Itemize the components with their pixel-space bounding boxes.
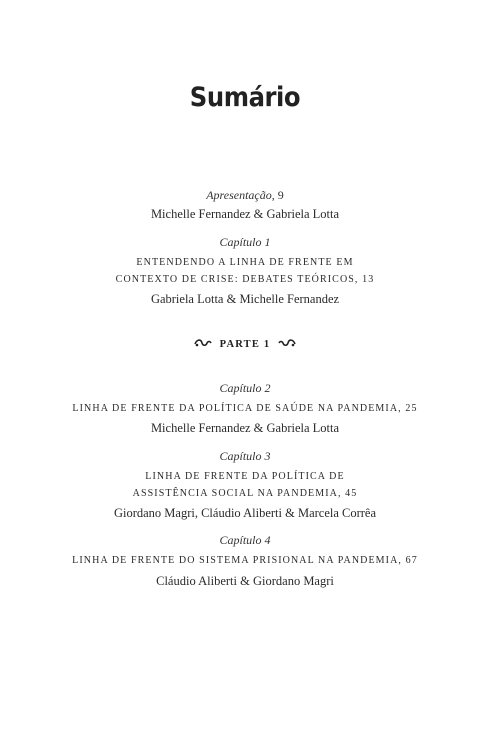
chapter-2-title-line-1: LINHA DE FRENTE DA POLÍTICA DE SAÚDE NA PANDEMIA, 25 [72,403,418,414]
part-1-heading: PARTE 1 [0,338,490,350]
chapter-2-authors: Michelle Fernandez & Gabriela Lotta [150,421,340,435]
chapter-3-title-line-1: LINHA DE FRENTE DA POLÍTICA DE [145,471,345,482]
chapter-4-label: Capítulo 4 [219,533,271,547]
page-title: Sumário [189,82,301,113]
presentation-authors: Michelle Fernandez & Gabriela Lotta [150,207,340,221]
chapter-1-title-line-2: CONTEXTO DE CRISE: DEBATES TEÓRICOS, 13 [115,274,375,285]
chapter-1-title-line-1: ENTENDENDO A LINHA DE FRENTE EM [136,257,354,268]
chapter-3-label: Capítulo 3 [219,449,271,463]
chapter-3-authors: Giordano Magri, Cláudio Aliberti & Marcela Corrêa [113,506,377,520]
chapter-1-label: Capítulo 1 [219,235,271,249]
chapter-4-authors: Cláudio Aliberti & Giordano Magri [156,574,334,588]
fleuron-right-icon [278,338,296,348]
chapter-2-label: Capítulo 2 [219,381,271,395]
chapter-3-title-line-2: ASSISTÊNCIA SOCIAL NA PANDEMIA, 45 [132,488,358,499]
chapter-4-title-line-1: LINHA DE FRENTE DO SISTEMA PRISIONAL NA PANDEMIA, 67 [72,555,418,566]
chapter-1-authors: Gabriela Lotta & Michelle Fernandez [150,292,340,306]
fleuron-left-icon [194,338,212,348]
presentation-label: Apresentação, 9 [206,188,284,202]
